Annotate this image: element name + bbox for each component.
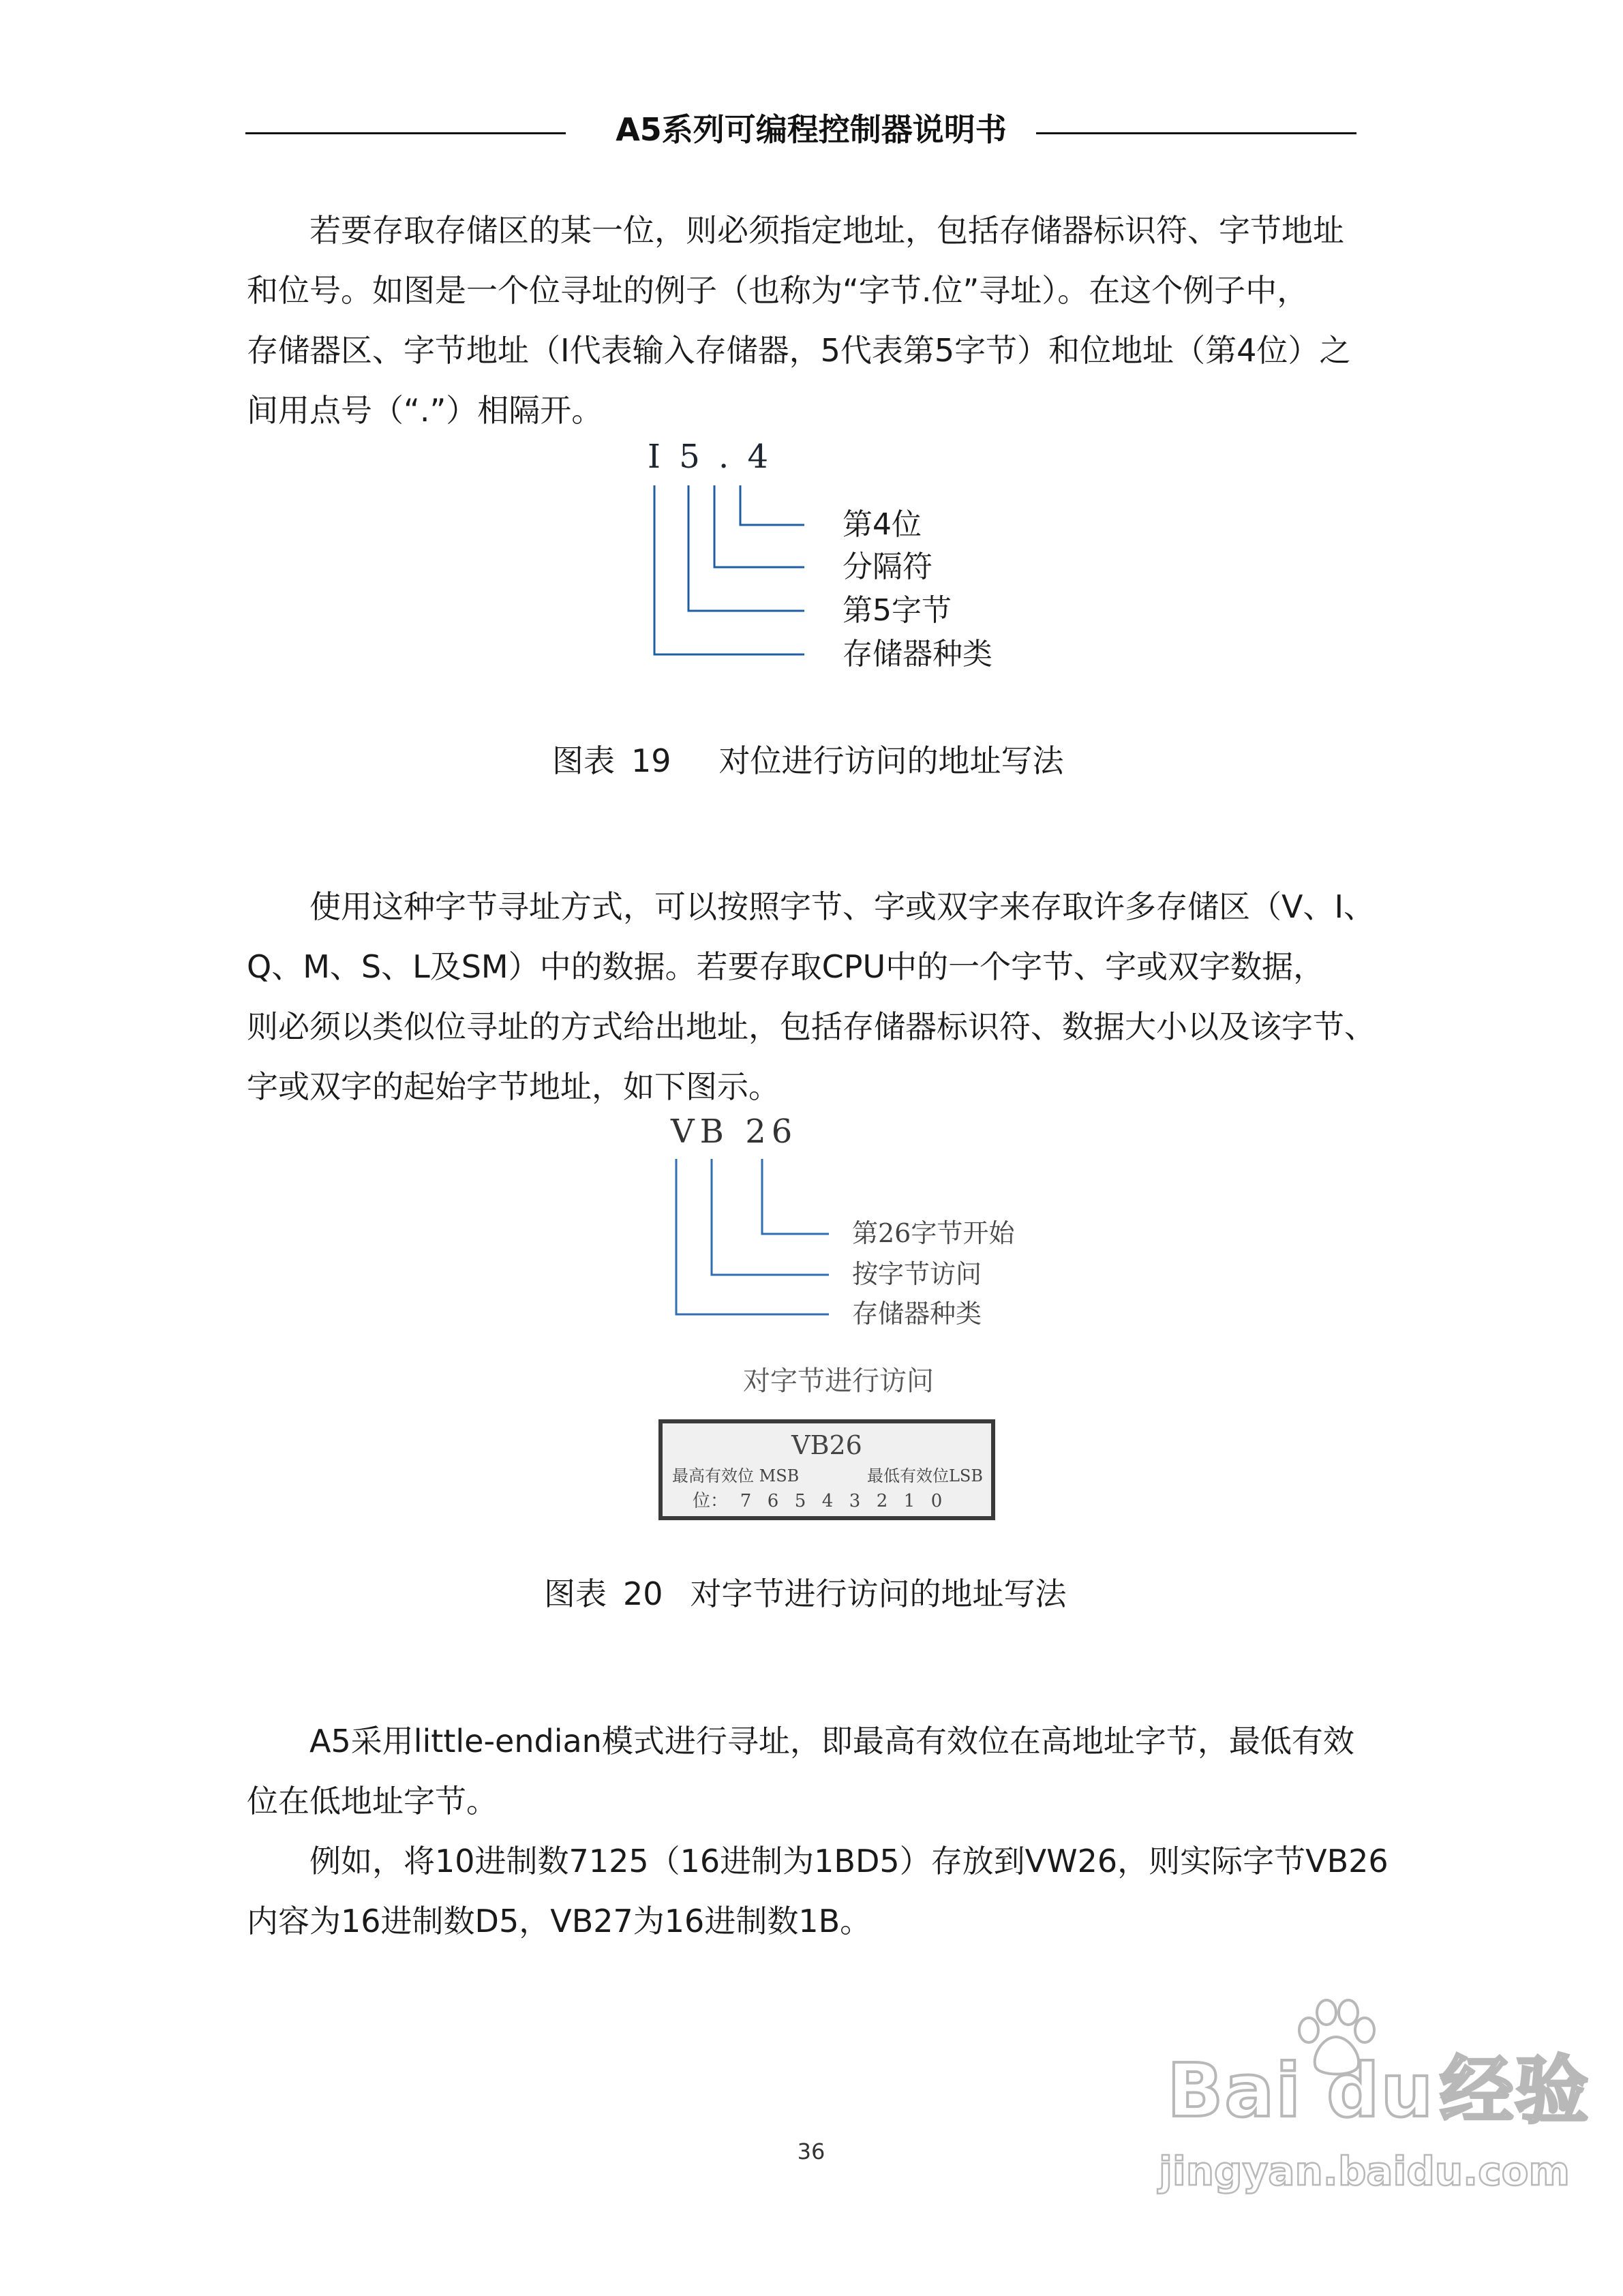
header-title: A5系列可编程控制器说明书	[616, 111, 1007, 148]
watermark-brand	[1167, 2051, 1590, 2132]
text-line: 位在低地址字节。	[247, 1783, 498, 1819]
bit-index-row	[693, 1490, 950, 1512]
paragraph-endianness	[247, 1711, 1392, 1831]
bit-index: 7	[740, 1491, 752, 1511]
watermark-brand-bai: Bai	[1167, 2049, 1303, 2134]
watermark-product: 经验	[1440, 2049, 1590, 2134]
text-line: 例如，将10进制数7125（16进制为1BD5）存放到VW26，则实际字节VB26	[309, 1843, 1389, 1879]
byte-layout-box	[658, 1419, 995, 1520]
text-line: A5采用little-endian模式进行寻址，即最高有效位在高地址字节，最低有效	[309, 1723, 1354, 1759]
bit-index: 3	[849, 1491, 861, 1511]
text-line: 间用点号（“.”）相隔开。	[247, 392, 603, 429]
text-line: 字或双字的起始字节地址，如下图示。	[247, 1068, 780, 1105]
watermark-url: jingyan.baidu.com	[1159, 2148, 1570, 2194]
watermark-brand-du: du	[1326, 2049, 1435, 2134]
text-line: Q、M、S、L及SM）中的数据。若要存取CPU中的一个字节、字或双字数据，	[247, 948, 1325, 985]
label-bit-number: 第4位	[843, 507, 922, 542]
byte-box-title: VB26	[791, 1430, 862, 1460]
text-line: 内容为16进制数D5，VB27为16进制数1B。	[247, 1903, 872, 1939]
bit-index: 2	[876, 1491, 888, 1511]
label-start-byte: 第26字节开始	[852, 1218, 1015, 1248]
caption-text: 对位进行访问的地址写法	[718, 742, 1064, 779]
byte-access-subtitle: 对字节进行访问	[743, 1365, 934, 1397]
text-line: 和位号。如图是一个位寻址的例子（也称为“字节.位”寻址）。在这个例子中，	[247, 272, 1309, 309]
paragraph-example	[247, 1831, 1392, 1951]
label-memory-type: 存储器种类	[843, 637, 992, 671]
bit-index: 6	[767, 1491, 779, 1511]
bit-index: 1	[903, 1491, 915, 1511]
bit-row-label: 位：	[693, 1491, 729, 1511]
lsb-label: 最低有效位LSB	[866, 1466, 983, 1485]
label-memory-type: 存储器种类	[852, 1299, 982, 1329]
msb-label: 最高有效位 MSB	[672, 1466, 800, 1485]
text-line: 则必须以类似位寻址的方式给出地址，包括存储器标识符、数据大小以及该字节、	[247, 1008, 1376, 1045]
bit-address-example: I 5 . 4	[648, 438, 773, 476]
label-separator: 分隔符	[843, 549, 932, 584]
label-byte-access: 按字节访问	[852, 1259, 982, 1289]
caption-text: 对字节进行访问的地址写法	[690, 1575, 1067, 1612]
text-line: 若要存取存储区的某一位，则必须指定地址，包括存储器标识符、字节地址	[309, 212, 1344, 249]
caption-number: 19	[631, 742, 671, 779]
caption-number: 20	[623, 1575, 663, 1612]
text-line: 存储器区、字节地址（I代表输入存储器，5代表第5字节）和位地址（第4位）之	[247, 332, 1351, 369]
byte-address-example: VB 26	[671, 1113, 798, 1151]
page-number: 36	[797, 2139, 825, 2164]
bit-index: 0	[930, 1491, 943, 1511]
bit-index: 5	[794, 1491, 806, 1511]
label-byte-number: 第5字节	[843, 593, 952, 628]
bit-index: 4	[821, 1491, 834, 1511]
figure-caption-20	[544, 1573, 1067, 1614]
caption-prefix: 图表	[552, 742, 615, 779]
caption-prefix: 图表	[544, 1575, 607, 1612]
text-line: 使用这种字节寻址方式，可以按照字节、字或双字来存取许多存储区（V、I、	[309, 888, 1376, 925]
